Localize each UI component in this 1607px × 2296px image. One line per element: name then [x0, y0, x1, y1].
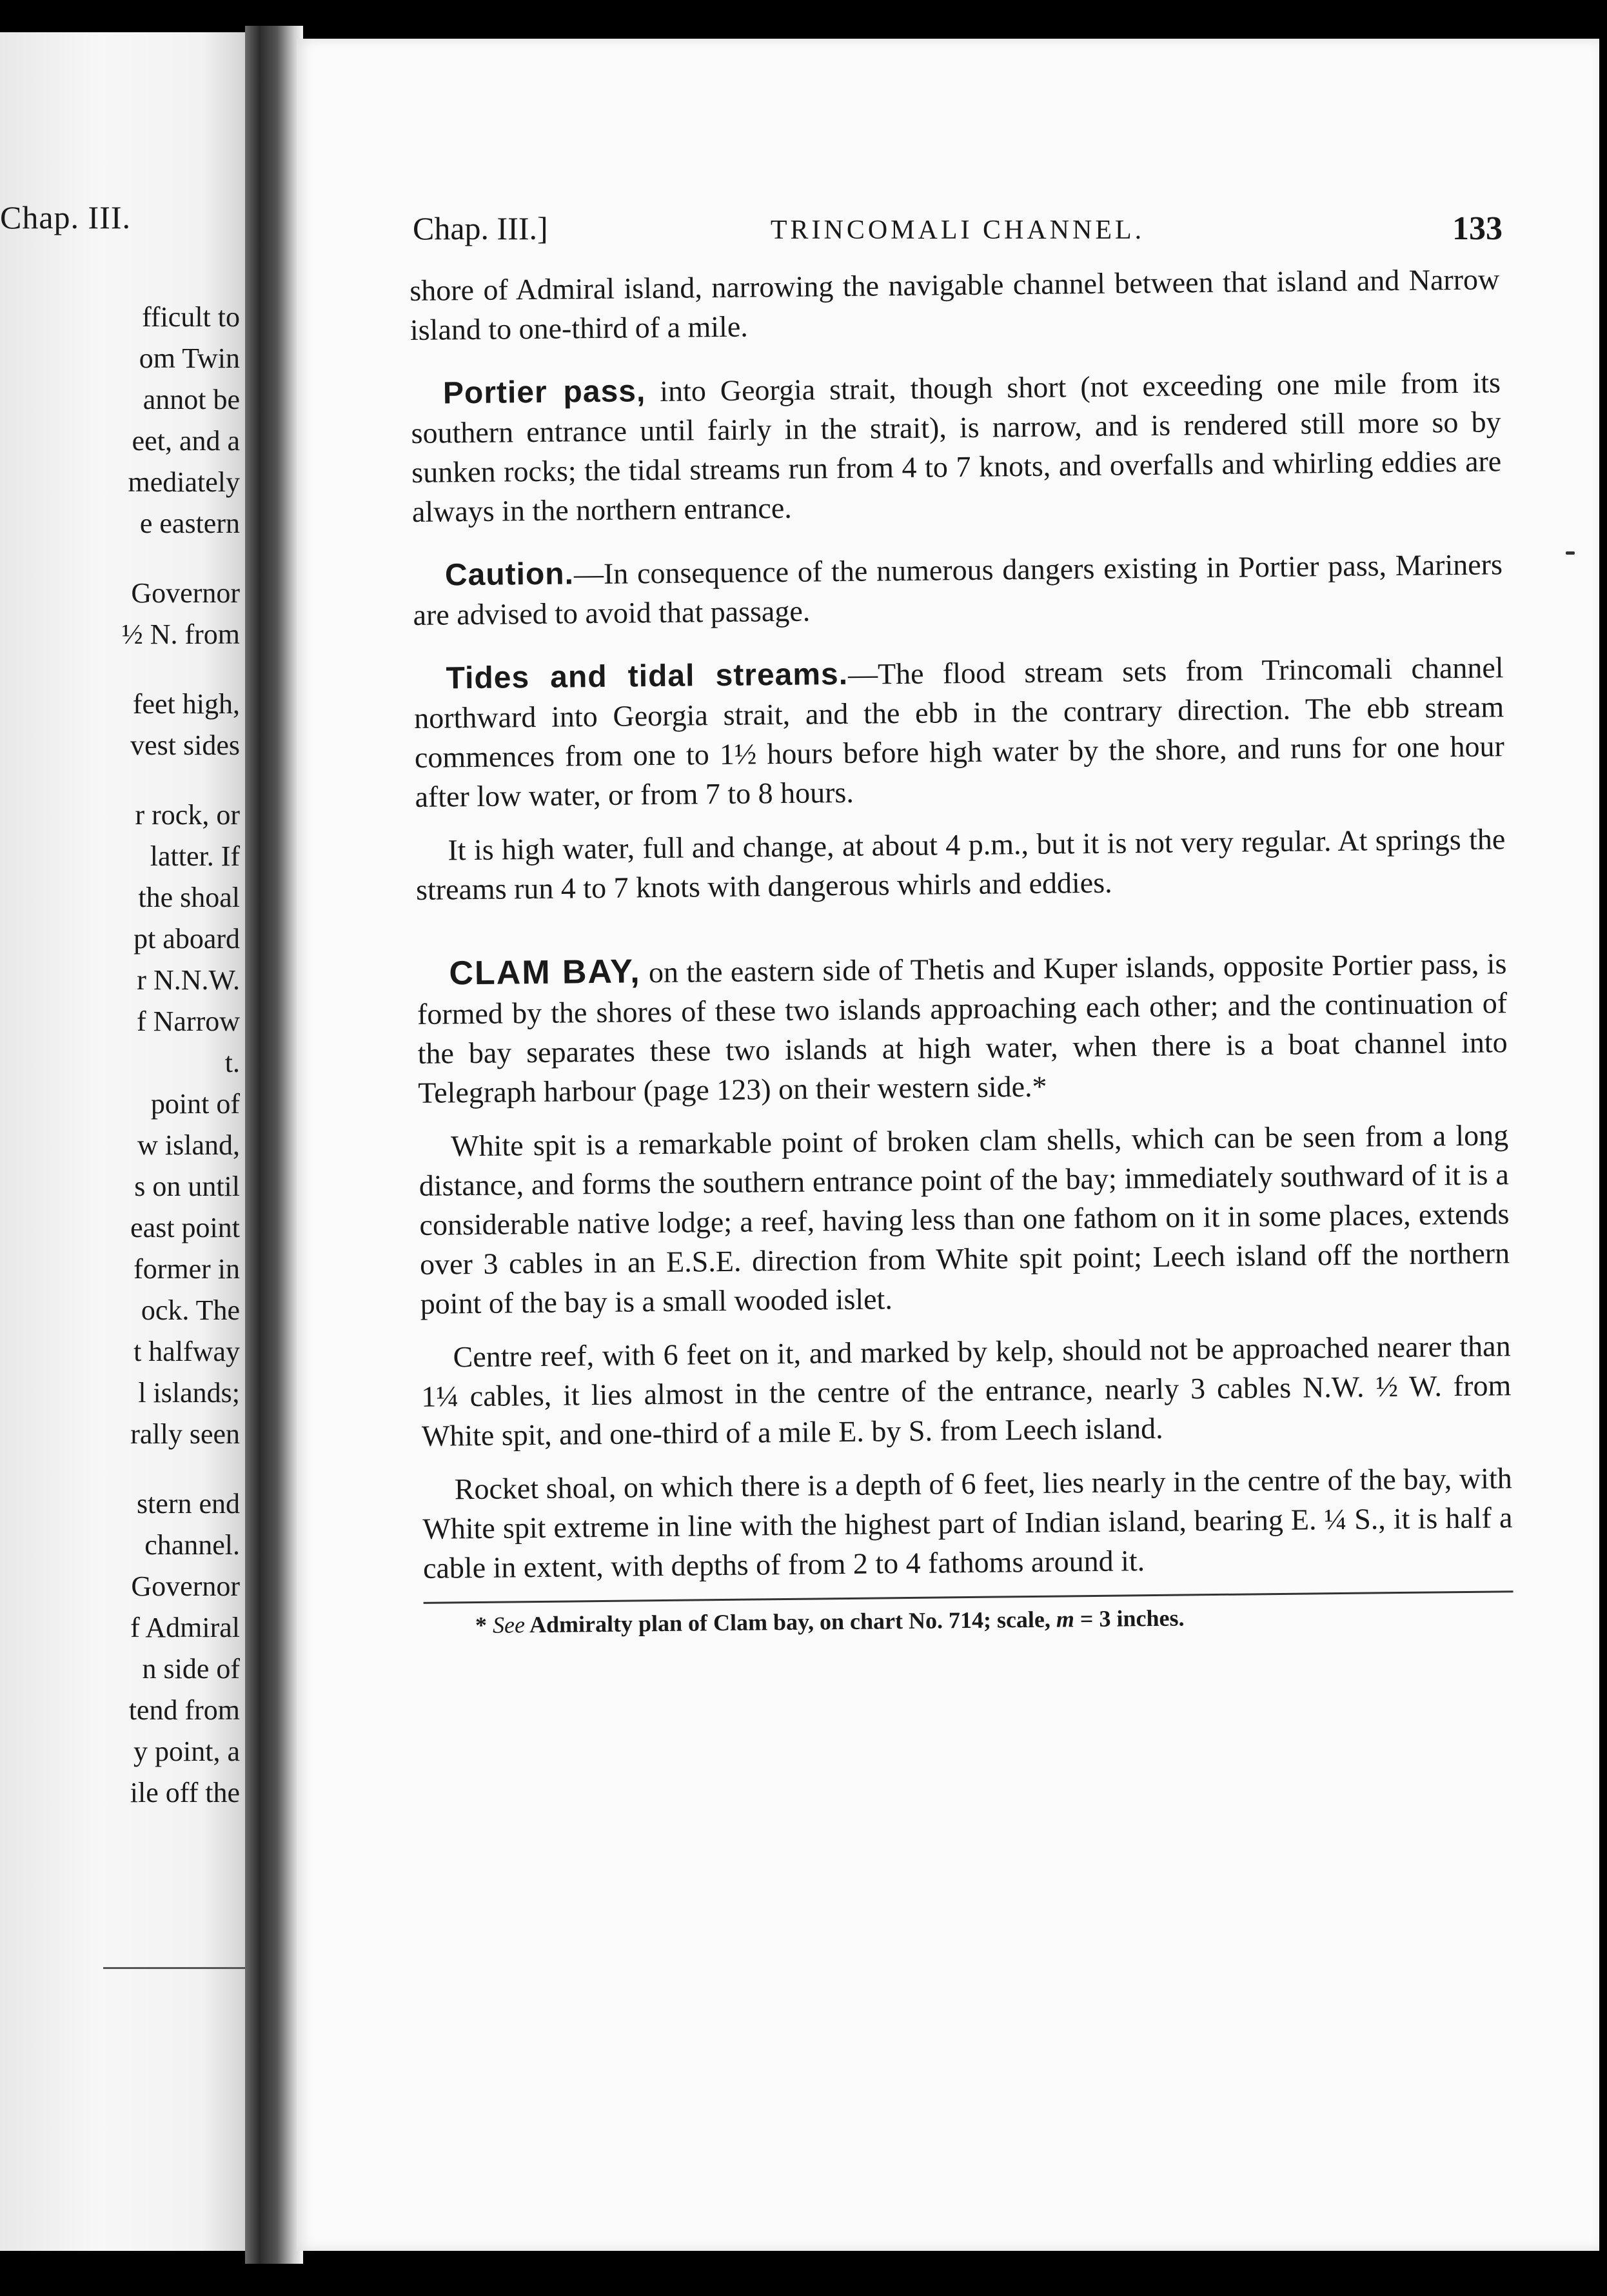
section-heading-tides: Tides and tidal streams.	[446, 657, 849, 696]
footnote-see: See	[492, 1612, 526, 1638]
facing-page-line: stern end	[136, 1488, 240, 1519]
paragraph-portier-pass	[411, 362, 1502, 531]
page-title: TRINCOMALI CHANNEL.	[770, 215, 1145, 245]
paragraph-admiral-island: shore of Admiral island, narrowing the navigable channel between that island and Narrow island to one-third of a mile.	[409, 262, 1500, 346]
facing-page-line: rally seen	[130, 1418, 240, 1450]
facing-page-line: feet high,	[132, 688, 240, 720]
paragraph-white-spit: White spit is a remarkable point of broken clam shells, which can be seen from a long distance, and forms the southern entrance point of the bay; immediately southward of it is a considerable native lodge; a reef, having less than one fathom on it in some places, extends over 3 cables in an E.S.E. direction from White spit point; Leech island off the northern point of the bay is a small wooded islet.	[419, 1118, 1510, 1320]
facing-page-gap	[122, 766, 240, 795]
facing-page-line: r rock, or	[135, 799, 240, 831]
facing-page-line: latter. If	[150, 840, 240, 872]
facing-page-line: w island,	[137, 1129, 240, 1161]
tides-text: —The flood stream sets from Trincomali channel northward into Georgia strait, and the ebb in the contrary direction. The ebb stream commences from one to 1½ hours before high water by the shore, and runs for one hour after low water, or from 7 to 8 hours.	[413, 651, 1505, 813]
facing-page-line: vest sides	[130, 729, 240, 761]
facing-page-gap	[122, 544, 240, 573]
facing-page-line: r N.N.W.	[137, 964, 240, 996]
facing-page-rule	[103, 1967, 245, 1969]
paragraph-high-water: It is high water, full and change, at about 4 p.m., but it is not very regular. At springs the streams run 4 to 7 knots with dangerous whirls and eddies.	[415, 822, 1506, 906]
facing-page-line: s on until	[134, 1171, 240, 1202]
section-heading-portier-pass: Portier pass,	[442, 374, 646, 411]
page-body	[409, 259, 1513, 1641]
facing-page-line: e eastern	[139, 508, 240, 539]
running-head	[413, 210, 1503, 261]
section-heading-caution: Caution.	[444, 557, 575, 593]
facing-page-line: annot be	[143, 384, 240, 415]
facing-page-line: pt aboard	[133, 923, 240, 955]
facing-page-line: f Narrow	[136, 1005, 240, 1037]
facing-page-line: Governor	[131, 1570, 240, 1602]
facing-page-line: eet, and a	[132, 425, 240, 457]
facing-page-line: f Admiral	[130, 1612, 240, 1643]
facing-page-line: mediately	[128, 466, 240, 498]
page-number: 133	[1452, 210, 1503, 247]
clam-bay-text: on the eastern side of Thetis and Kuper islands, opposite Portier pass, is formed by the shores of these two islands approaching each other; and the continuation of the bay separates these two islands at high water, when there is a boat channel into Telegraph harbour (page 123) on their western side.*	[417, 947, 1508, 1109]
footnote-marker: *	[475, 1612, 493, 1639]
facing-page-line: n side of	[142, 1653, 240, 1685]
facing-page-line: east point	[130, 1212, 240, 1243]
facing-page-line: channel.	[144, 1529, 240, 1561]
facing-page-line: y point, a	[133, 1736, 240, 1767]
paragraph-caution	[413, 544, 1503, 635]
book-page	[297, 39, 1599, 2251]
paragraph-tides	[413, 648, 1504, 816]
facing-page-line: ½ N. from	[121, 619, 240, 650]
facing-page-line: t halfway	[133, 1336, 240, 1367]
facing-page-gap	[122, 1455, 240, 1483]
footnote-scale-symbol: m	[1056, 1606, 1075, 1632]
chapter-label: Chap. III.]	[413, 210, 548, 246]
paragraph-centre-reef: Centre reef, with 6 feet on it, and marked by kelp, should not be approached nearer than 1¼ cables, it lies almost in the centre of the entrance, nearly 3 cables N.W. ½ W. from White spit, and one-third of a mile E. by S. from Leech island.	[421, 1329, 1512, 1452]
facing-page-text	[122, 297, 240, 1814]
facing-page-line: the shoal	[138, 882, 240, 913]
footnote	[424, 1599, 1513, 1641]
footnote-scale: = 3 inches.	[1074, 1605, 1185, 1632]
facing-page-line: fficult to	[142, 301, 240, 333]
facing-page-line: ile off the	[130, 1777, 240, 1808]
caution-text: —In consequence of the numerous dangers existing in Portier pass, Mariners are advised to avoid that passage.	[413, 548, 1503, 631]
book-gutter	[245, 26, 303, 2264]
facing-page-fragment	[0, 32, 251, 2251]
facing-page-line: om Twin	[139, 342, 240, 374]
facing-page-line: tend from	[128, 1694, 240, 1726]
paragraph-clam-bay	[417, 943, 1508, 1113]
section-heading-clam-bay: CLAM BAY,	[449, 953, 641, 993]
paragraph-rocket-shoal: Rocket shoal, on which there is a depth of 6 feet, lies nearly in the centre of the bay, with White spit extreme in line with the highest part of Indian island, bearing E. ¼ S., it is half a cable in extent, with depths of from 2 to 4 fathoms around it.	[422, 1461, 1513, 1585]
facing-page-header: Chap. III.	[0, 199, 131, 235]
footnote-text: Admiralty plan of Clam bay, on chart No. 714; scale,	[524, 1606, 1057, 1638]
facing-page-line: t.	[224, 1047, 240, 1078]
facing-page-line: Governor	[131, 577, 240, 609]
facing-page-line: point of	[150, 1088, 240, 1120]
facing-page-line: former in	[133, 1253, 240, 1285]
facing-page-line: l islands;	[138, 1377, 240, 1409]
facing-page-line: ock. The	[141, 1294, 240, 1326]
portier-pass-text: into Georgia strait, though short (not exceeding one mile from its southern entrance until fairly in the strait), is narrow, and is rendered still more so by sunken rocks; the tidal streams run from 4 to 7 knots, and overfalls and whirling eddies are always in the northern entrance.	[411, 366, 1502, 528]
facing-page-gap	[122, 655, 240, 684]
scan-speck	[1566, 551, 1575, 555]
